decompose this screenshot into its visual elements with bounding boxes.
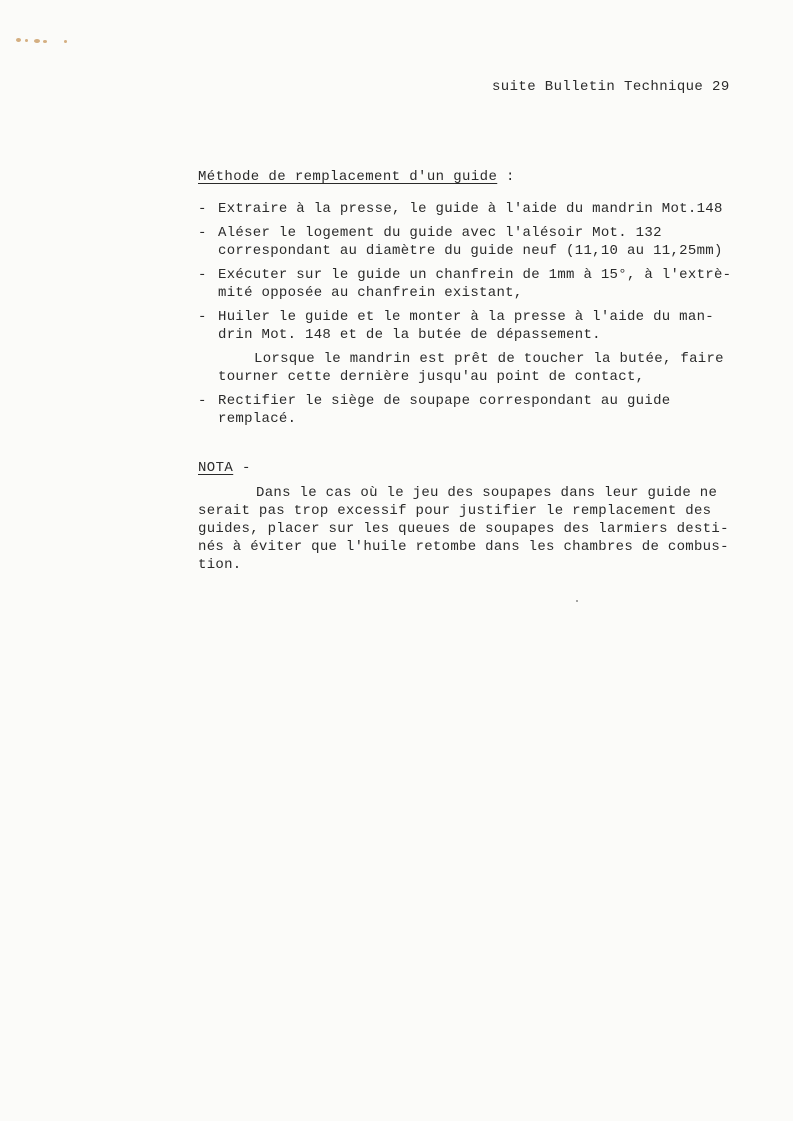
step-dash: - xyxy=(198,201,207,217)
nota-line: serait pas trop excessif pour justifier le remplacement des xyxy=(198,503,712,519)
step-dash: - xyxy=(198,267,207,283)
step-1 xyxy=(198,200,778,218)
step-line: Aléser le logement du guide avec l'alésoir Mot. 132 xyxy=(218,225,662,241)
section-title-suffix: : xyxy=(497,169,515,185)
nota-line: guides, placer sur les queues de soupapes des larmiers desti- xyxy=(198,521,729,537)
nota-line: nés à éviter que l'huile retombe dans les chambres de combus- xyxy=(198,539,729,555)
step-line: Exécuter sur le guide un chanfrein de 1mm à 15°, à l'extrè- xyxy=(218,267,732,283)
step-line: Lorsque le mandrin est prêt de toucher la butée, faire xyxy=(254,351,724,367)
step-4-note xyxy=(198,350,778,386)
step-line: mité opposée au chanfrein existant, xyxy=(218,285,523,301)
nota-label-suffix: - xyxy=(233,460,251,476)
nota-paragraph xyxy=(198,484,788,574)
page-header: suite Bulletin Technique 29 xyxy=(492,79,730,95)
step-5 xyxy=(198,392,778,428)
paper-stain-marks xyxy=(16,34,76,46)
paper-speck xyxy=(576,600,578,602)
step-dash: - xyxy=(198,393,207,409)
nota-label: NOTA xyxy=(198,460,234,476)
step-line: Extraire à la presse, le guide à l'aide du mandrin Mot.148 xyxy=(218,201,723,217)
procedure-steps xyxy=(198,200,778,434)
step-line: tourner cette dernière jusqu'au point de contact, xyxy=(218,369,645,385)
nota-heading xyxy=(198,460,251,476)
nota-line: tion. xyxy=(198,557,242,573)
step-4 xyxy=(198,308,778,344)
step-line: drin Mot. 148 et de la butée de dépassement. xyxy=(218,327,601,343)
step-3 xyxy=(198,266,778,302)
step-dash: - xyxy=(198,225,207,241)
section-title xyxy=(198,169,515,185)
step-2 xyxy=(198,224,778,260)
step-line: Rectifier le siège de soupape correspondant au guide xyxy=(218,393,671,409)
section-title-text: Méthode de remplacement d'un guide xyxy=(198,169,498,185)
step-dash: - xyxy=(198,309,207,325)
step-line: correspondant au diamètre du guide neuf (11,10 au 11,25mm) xyxy=(218,243,723,259)
step-line: remplacé. xyxy=(218,411,297,427)
nota-line: Dans le cas où le jeu des soupapes dans leur guide ne xyxy=(256,485,718,501)
step-line: Huiler le guide et le monter à la presse à l'aide du man- xyxy=(218,309,714,325)
